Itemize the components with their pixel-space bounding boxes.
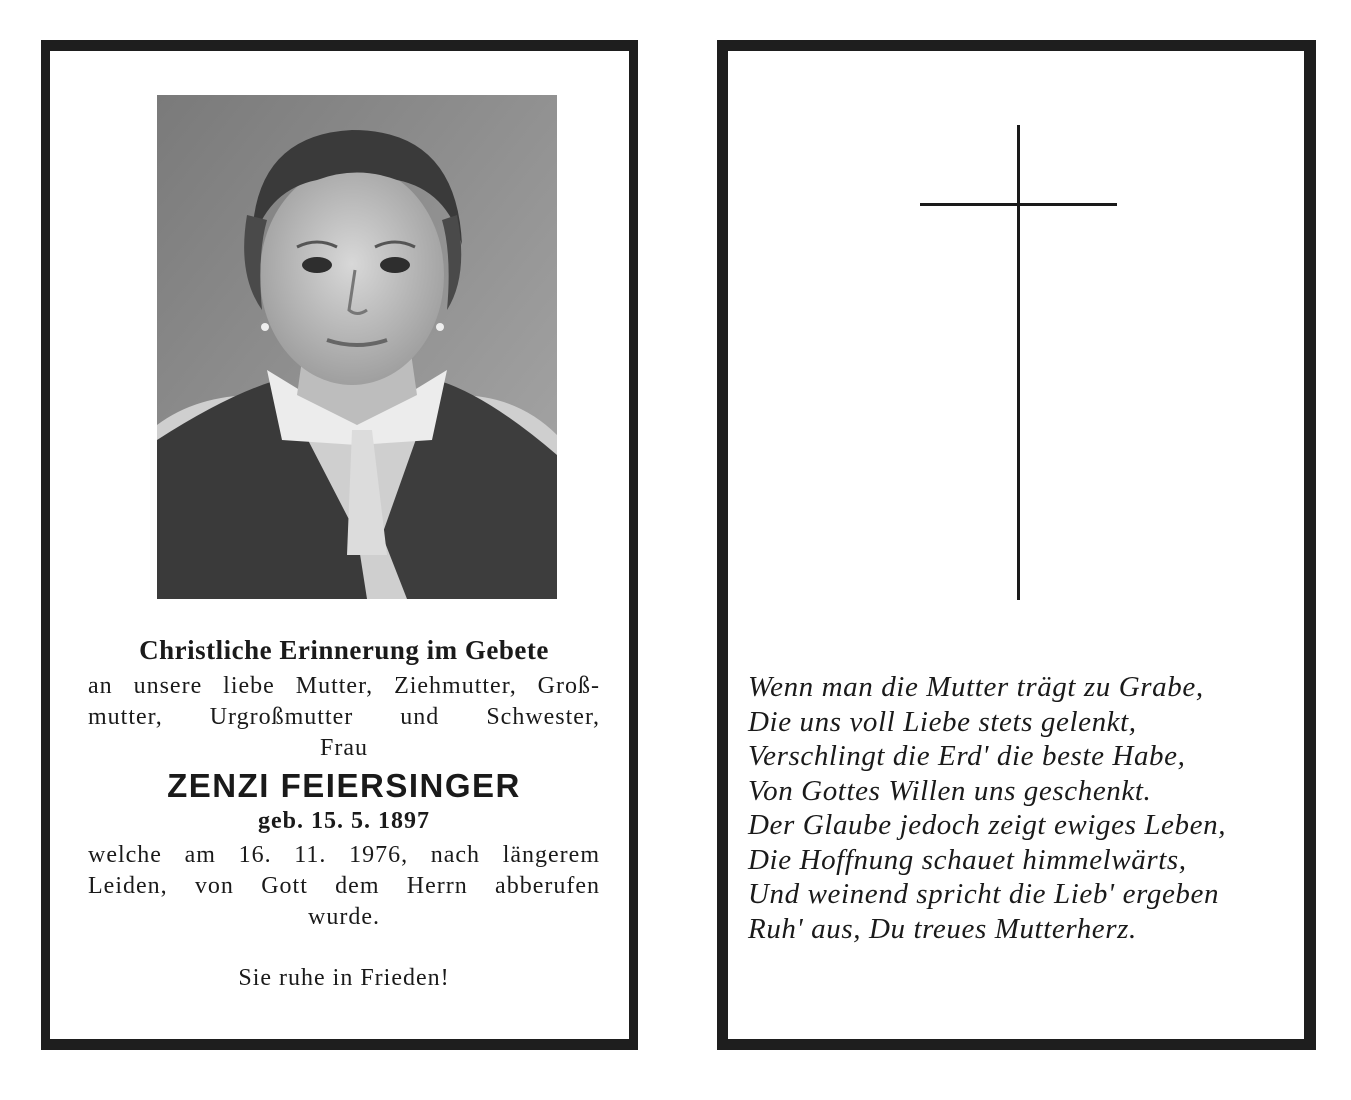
- poem-line-4: Von Gottes Willen uns geschenkt.: [748, 774, 1152, 807]
- death-line-1: welche am 16. 11. 1976, nach längerem: [88, 842, 600, 868]
- portrait-photo: [157, 95, 557, 599]
- cross-horizontal-beam: [920, 203, 1117, 206]
- intro-line-1: an unsere liebe Mutter, Ziehmutter, Groß-: [88, 673, 600, 699]
- intro-line-3: Frau: [320, 735, 368, 761]
- closing-blessing: Sie ruhe in Frieden!: [238, 965, 450, 991]
- memorial-card-front: [41, 40, 638, 1050]
- poem-line-5: Der Glaube jedoch zeigt ewiges Leben,: [748, 809, 1227, 841]
- poem-line-8: Ruh' aus, Du treues Mutterherz.: [748, 912, 1137, 945]
- memorial-card-back: [717, 40, 1316, 1050]
- death-line-2: Leiden, von Gott dem Herrn abberufen: [88, 873, 600, 899]
- poem-line-7: Und weinend spricht die Lieb' ergeben: [748, 878, 1220, 910]
- poem-line-6: Die Hoffnung schauet himmelwärts,: [748, 843, 1187, 876]
- memorial-poem: [748, 670, 1293, 946]
- poem-line-2: Die uns voll Liebe stets gelenkt,: [748, 705, 1137, 738]
- deceased-name: ZENZI FEIERSINGER: [167, 767, 521, 804]
- death-line-3: wurde.: [308, 904, 380, 930]
- intro-line-2: mutter, Urgroßmutter und Schwester,: [88, 704, 600, 730]
- poem-line-3: Verschlingt die Erd' die beste Habe,: [748, 740, 1186, 772]
- memorial-heading: Christliche Erinnerung im Gebete: [139, 635, 549, 665]
- poem-line-1: Wenn man die Mutter trägt zu Grabe,: [748, 671, 1204, 703]
- cross-vertical-beam: [1017, 125, 1020, 600]
- birth-date: geb. 15. 5. 1897: [258, 808, 430, 834]
- memorial-text: [88, 633, 600, 993]
